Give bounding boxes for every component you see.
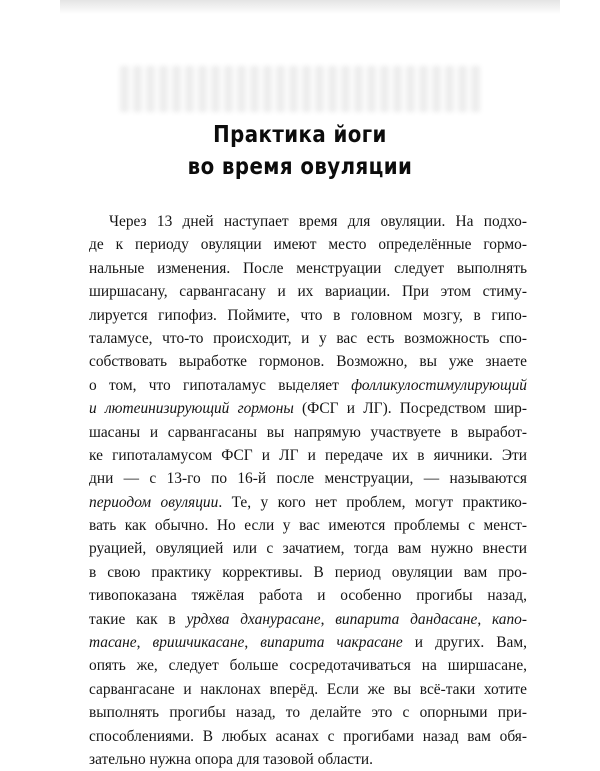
text-line — [89, 584, 527, 607]
text-line — [89, 397, 527, 420]
text-run: руацией, овуляцией или с зачатием, тогда вам нужно внести — [89, 540, 527, 558]
text-line — [89, 233, 527, 256]
text-run: собствовать выработке гормонов. Возможно, вы уже знаете — [89, 353, 527, 371]
text-line — [89, 257, 527, 280]
text-run: о том, что гипоталамус выделяет — [89, 376, 352, 394]
italic-term: фолликулостимулирующий — [351, 376, 527, 394]
text-run: ширшасану, сарвангасану и их вариации. При этом стиму- — [89, 283, 527, 301]
text-run: . Те, у кого нет проблем, могут практико- — [218, 493, 527, 511]
text-line — [89, 491, 527, 514]
italic-term: тасане — [89, 634, 137, 652]
text-run: де к периоду овуляции имеют место определённые гормо- — [89, 236, 527, 254]
body-paragraph — [89, 210, 527, 771]
text-line-content — [89, 283, 527, 300]
text-run: Через 13 дней наступает время для овуляции. На подхо- — [109, 213, 527, 230]
page-edge-shadow — [60, 0, 560, 14]
text-run: , — [244, 634, 261, 652]
text-line-content — [89, 236, 527, 253]
text-line-content — [89, 540, 527, 557]
text-line-content — [89, 470, 527, 487]
text-line-content — [89, 751, 373, 768]
text-run: способлениями. В любых асанах с прогибами назад вам обя- — [89, 727, 527, 745]
text-line-content — [89, 587, 527, 604]
text-run: (ФСГ и ЛГ). Посредством шир- — [293, 400, 527, 418]
text-line-content — [89, 377, 527, 394]
text-run: тивопоказана тяжёлая работа и особенно прогибы назад, — [89, 587, 527, 605]
text-line — [89, 374, 527, 397]
text-line — [89, 701, 527, 724]
text-line-content — [89, 400, 527, 417]
show-through-text — [120, 66, 480, 112]
text-line-content — [89, 447, 527, 464]
italic-term: и лютеинизирующий гормоны — [89, 400, 294, 418]
text-line — [89, 350, 527, 373]
text-run: выполнять прогибы назад, то делайте это с опорными при- — [89, 704, 527, 722]
chapter-title — [42, 119, 558, 183]
text-run: шасаны и сарвангасаны вы напрямую участвуете в выработ- — [89, 423, 527, 441]
text-line-content — [89, 657, 527, 674]
text-line — [89, 631, 527, 654]
text-line — [89, 210, 527, 233]
text-line — [89, 608, 527, 631]
text-line-content — [89, 611, 527, 628]
italic-term: урдхва дханурасане — [186, 610, 321, 628]
text-run: такие как в — [89, 610, 187, 628]
text-line — [89, 561, 527, 584]
text-line-content — [89, 330, 527, 347]
italic-term: капо- — [491, 610, 527, 628]
text-line-content — [89, 517, 527, 534]
text-run: ке гипоталамусом ФСГ и ЛГ и передаче их в яичники. Эти — [89, 446, 527, 464]
text-line — [89, 280, 527, 303]
text-run: в свою практику коррективы. В период овуляции вам про- — [89, 563, 527, 581]
text-run: нальные изменения. После менструации следует выполнять — [89, 259, 527, 277]
chapter-title-line-2: во время овуляции — [187, 154, 413, 180]
text-line-content — [89, 681, 527, 698]
text-line-content — [109, 213, 527, 230]
text-line — [89, 304, 527, 327]
text-line — [89, 748, 527, 771]
text-line — [89, 444, 527, 467]
text-line — [89, 467, 527, 490]
text-line — [89, 327, 527, 350]
text-line — [89, 421, 527, 444]
text-run: и других. Вам, — [402, 634, 527, 652]
italic-term: випарита дандасане — [335, 610, 478, 628]
italic-term: периодом овуляции — [89, 493, 219, 511]
text-line-content — [89, 704, 527, 721]
text-line-content — [89, 424, 527, 441]
text-run: , — [320, 610, 336, 628]
text-line-content — [89, 260, 527, 277]
text-line — [89, 725, 527, 748]
italic-term: випарита чакрасане — [260, 634, 403, 652]
text-line — [89, 678, 527, 701]
text-run: дни — с 13-го по 16-й после менструации, — называются — [89, 470, 527, 488]
text-run: лируется гипофиз. Поймите, что в головном мозгу, в гипо- — [89, 306, 527, 324]
text-line-content — [89, 494, 527, 511]
text-line — [89, 514, 527, 537]
text-run: таламусе, что-то происходит, и у вас есть возможность спо- — [89, 329, 527, 347]
text-line — [89, 654, 527, 677]
text-run: вать как обычно. Но если у вас имеются проблемы с менст- — [89, 517, 527, 535]
text-line-content — [89, 353, 527, 370]
text-run: , — [477, 610, 492, 628]
text-line-content — [89, 564, 527, 581]
chapter-title-line-1: Практика йоги — [213, 122, 387, 148]
text-run: опять же, следует больше сосредотачиваться на ширшасане, — [89, 657, 527, 675]
text-line — [89, 537, 527, 560]
text-run: зательно нужна опора для тазовой области. — [89, 750, 373, 768]
text-line-content — [89, 728, 527, 745]
italic-term: вришчикасане — [152, 634, 245, 652]
text-line-content — [89, 307, 527, 324]
text-run: сарвангасане и наклонах вперёд. Если же вы всё-таки хотите — [89, 680, 527, 698]
text-line-content — [89, 634, 527, 651]
text-run: , — [136, 634, 153, 652]
